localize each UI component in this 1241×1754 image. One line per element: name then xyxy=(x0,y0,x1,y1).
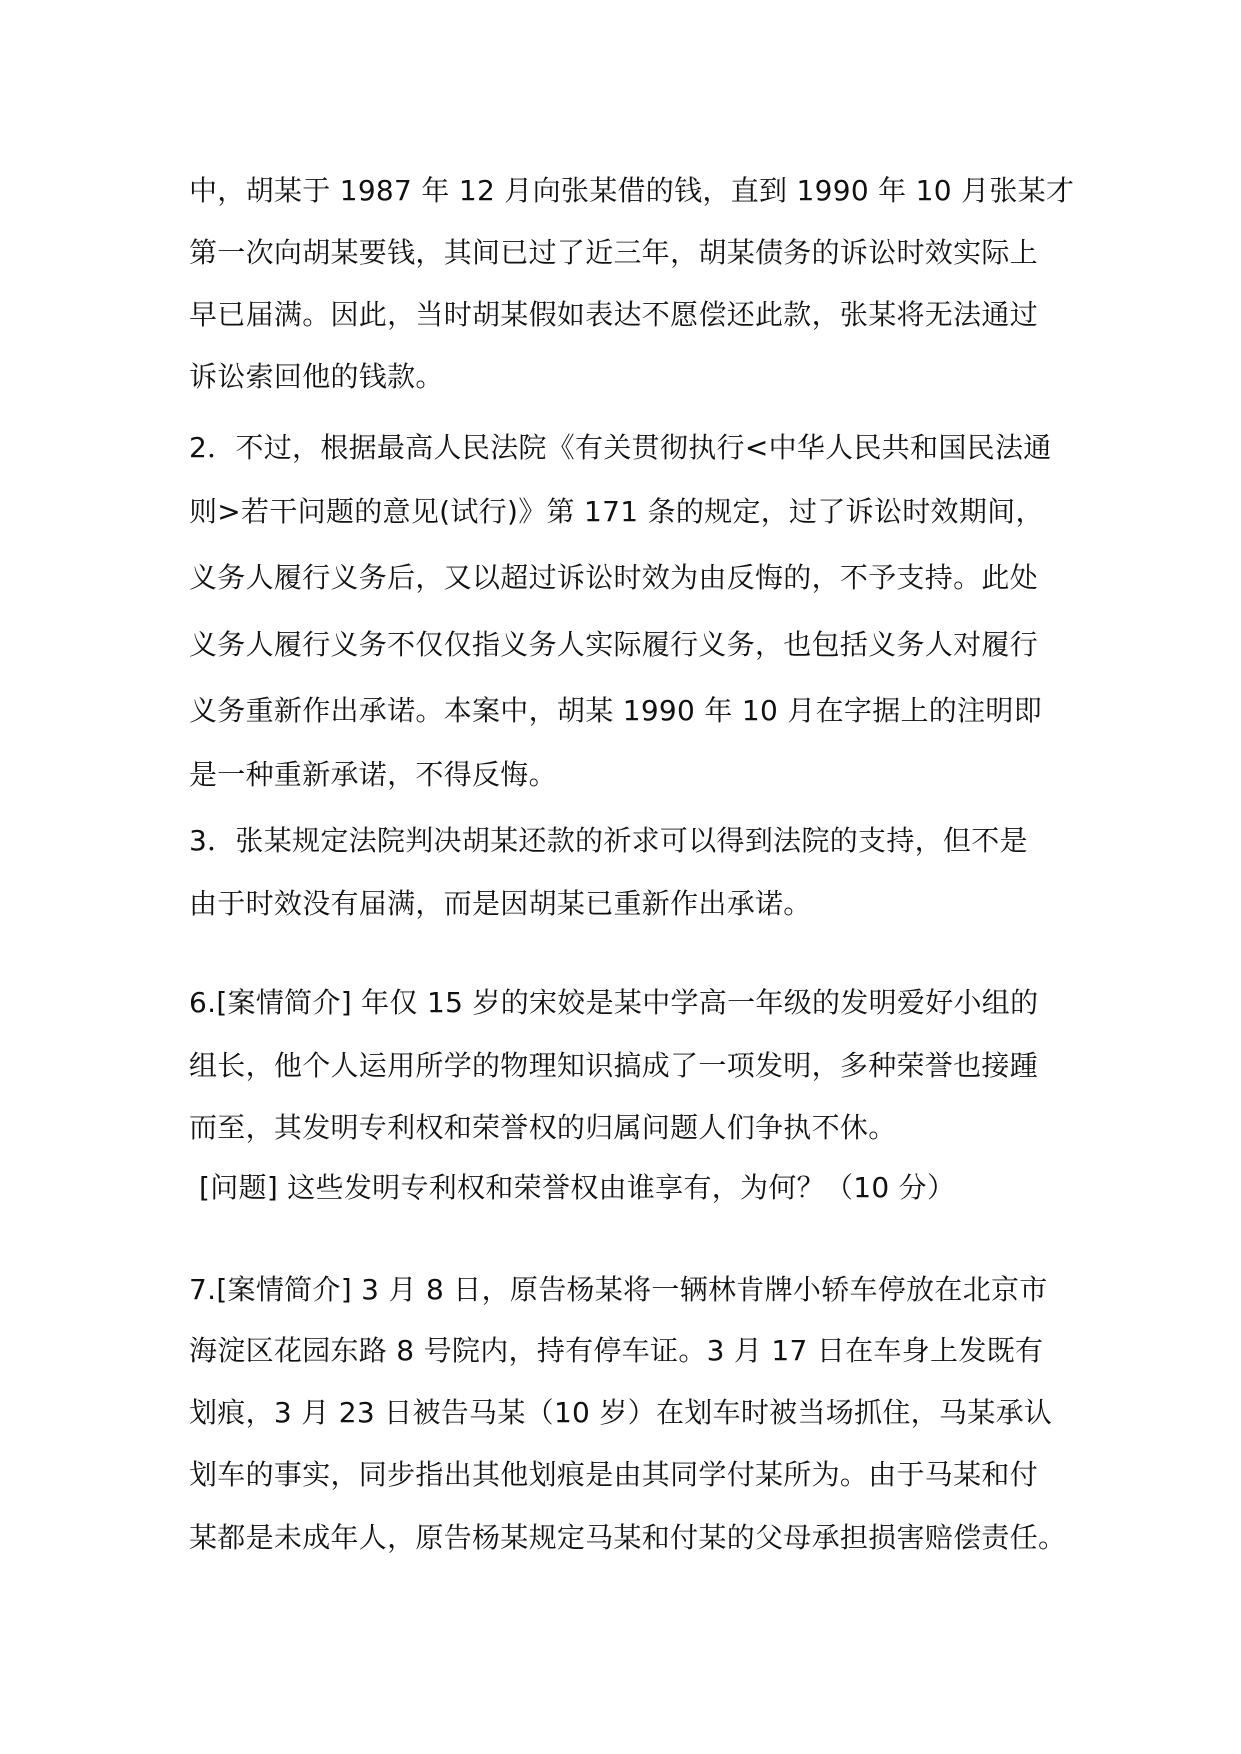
text-line: 组长，他个人运用所学的物理知识搞成了一项发明，多种荣誉也接踵 xyxy=(189,1049,1039,1082)
text-line: 而至，其发明专利权和荣誉权的归属问题人们争执不休。 xyxy=(189,1111,897,1144)
text-line: 由于时效没有届满，而是因胡某已重新作出承诺。 xyxy=(189,887,812,920)
text-line: 是一种重新承诺，不得反悔。 xyxy=(189,758,557,791)
text-line: 划车的事实，同步指出其他划痕是由其同学付某所为。由于马某和付 xyxy=(189,1458,1039,1491)
text-line: 海淀区花园东路 8 号院内，持有停车证。3 月 17 日在车身上发既有 xyxy=(189,1334,1044,1367)
text-line: 义务人履行义务不仅仅指义务人实际履行义务，也包括义务人对履行 xyxy=(189,628,1039,661)
text-line: [问题] 这些发明专利权和荣誉权由谁享有，为何？（10 分） xyxy=(199,1171,956,1204)
text-line: 义务人履行义务后，又以超过诉讼时效为由反悔的，不予支持。此处 xyxy=(189,561,1039,594)
text-line: 6.[案情简介] 年仅 15 岁的宋姣是某中学高一年级的发明爱好小组的 xyxy=(189,986,1039,1019)
text-line: 义务重新作出承诺。本案中，胡某 1990 年 10 月在字据上的注明即 xyxy=(189,694,1042,727)
text-line: 则>若干问题的意见(试行)》第 171 条的规定，过了诉讼时效期间， xyxy=(189,495,1044,528)
text-line: 诉讼索回他的钱款。 xyxy=(189,360,444,393)
text-line: 3．张某规定法院判决胡某还款的祈求可以得到法院的支持，但不是 xyxy=(189,824,1028,857)
text-line: 某都是未成年人，原告杨某规定马某和付某的父母承担损害赔偿责任。 xyxy=(189,1521,1067,1554)
text-line: 7.[案情简介] 3 月 8 日，原告杨某将一辆林肯牌小轿车停放在北京市 xyxy=(189,1273,1048,1306)
text-line: 2．不过，根据最高人民法院《有关贯彻执行<中华人民共和国民法通 xyxy=(189,431,1052,464)
text-line: 划痕，3 月 23 日被告马某（10 岁）在划车时被当场抓住，马某承认 xyxy=(189,1396,1053,1429)
text-line: 早已届满。因此，当时胡某假如表达不愿偿还此款，张某将无法通过 xyxy=(189,298,1039,331)
text-line: 第一次向胡某要钱，其间已过了近三年，胡某债务的诉讼时效实际上 xyxy=(189,236,1039,269)
text-line: 中，胡某于 1987 年 12 月向张某借的钱，直到 1990 年 10 月张某才 xyxy=(189,174,1075,207)
